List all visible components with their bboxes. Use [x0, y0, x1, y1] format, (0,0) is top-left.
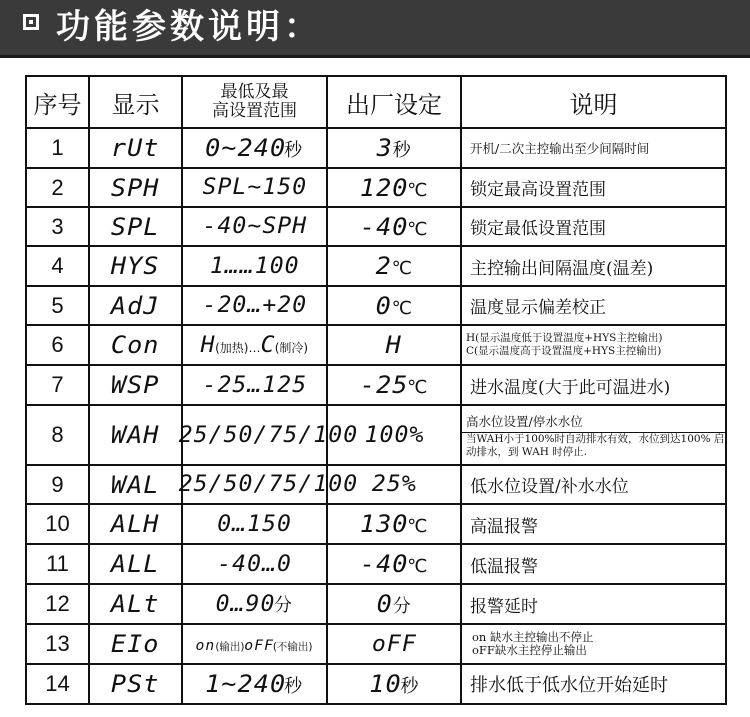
- default-cell: 2℃: [327, 246, 461, 286]
- table-row: [26, 584, 726, 624]
- display-code: Con: [89, 325, 182, 365]
- description-cell: 排水低于低水位开始延时: [461, 664, 726, 704]
- col-header-range-line2: 高设置范围: [212, 101, 297, 121]
- row-number: 12: [26, 584, 89, 624]
- col-header-display: 显示: [89, 76, 182, 128]
- default-cell: -40℃: [327, 207, 461, 246]
- default-cell: 10秒: [327, 664, 461, 704]
- table-row: [26, 286, 726, 325]
- default-cell: 100%: [327, 405, 461, 465]
- description-cell: 开机/二次主控输出至少间隔时间: [461, 128, 726, 168]
- col-header-desc: 说明: [461, 76, 726, 128]
- display-code: rUt: [89, 128, 182, 168]
- range-cell: SPL~150: [182, 168, 327, 207]
- display-code: PSt: [89, 664, 182, 704]
- table-row: [26, 405, 726, 465]
- table-row: [26, 246, 726, 286]
- display-code: SPL: [89, 207, 182, 246]
- row-number: 4: [26, 246, 89, 286]
- display-code: ALt: [89, 584, 182, 624]
- range-cell: 1~240秒: [182, 664, 327, 704]
- default-cell: H: [327, 325, 461, 365]
- range-cell: 25/50/75/100: [182, 405, 327, 465]
- description-cell: 低温报警: [461, 544, 726, 584]
- description-cell: 报警延时: [461, 584, 726, 624]
- table-row: [26, 544, 726, 584]
- description-cell: 进水温度(大于此可温进水): [461, 365, 726, 405]
- row-number: 2: [26, 168, 89, 207]
- display-code: ALH: [89, 504, 182, 544]
- range-cell: on(输出)oFF(不输出): [182, 624, 327, 664]
- default-cell: 120℃: [327, 168, 461, 207]
- row-number: 1: [26, 128, 89, 168]
- default-cell: 0℃: [327, 286, 461, 325]
- square-bullet-icon: [23, 14, 39, 30]
- range-cell: 25/50/75/100: [182, 465, 327, 504]
- table-row: [26, 168, 726, 207]
- row-number: 6: [26, 325, 89, 365]
- display-code: ALL: [89, 544, 182, 584]
- display-code: EIo: [89, 624, 182, 664]
- default-cell: oFF: [327, 624, 461, 664]
- title-bar: [0, 0, 750, 58]
- row-number: 8: [26, 405, 89, 465]
- range-cell: -40…0: [182, 544, 327, 584]
- table-row: [26, 624, 726, 664]
- range-cell: -25…125: [182, 365, 327, 405]
- row-number: 13: [26, 624, 89, 664]
- default-cell: -25℃: [327, 365, 461, 405]
- default-cell: 25%: [327, 465, 461, 504]
- display-code: WAH: [89, 405, 182, 465]
- description-cell: 锁定最低设置范围: [461, 207, 726, 246]
- range-cell: -40~SPH: [182, 207, 327, 246]
- col-header-index: 序号: [26, 76, 89, 128]
- description-cell: on 缺水主控输出不停止 oFF缺水主控停止输出: [461, 624, 726, 664]
- parameter-table: [25, 75, 727, 705]
- description-cell: 主控输出间隔温度(温差): [461, 246, 726, 286]
- row-number: 11: [26, 544, 89, 584]
- display-code: HYS: [89, 246, 182, 286]
- description-cell: 低水位设置/补水水位: [461, 465, 726, 504]
- table-row: [26, 365, 726, 405]
- table-row: [26, 128, 726, 168]
- display-code: WSP: [89, 365, 182, 405]
- table-row: [26, 207, 726, 246]
- display-code: SPH: [89, 168, 182, 207]
- range-cell: H(加热)…C(制冷): [182, 325, 327, 365]
- table-row: [26, 325, 726, 365]
- row-number: 14: [26, 664, 89, 704]
- col-header-default: 出厂设定: [327, 76, 461, 128]
- description-cell: H(显示温度低于设置温度+HYS主控输出) C(显示温度高于设置温度+HYS主控输出): [461, 325, 726, 365]
- col-header-range-line1: 最低及最: [220, 82, 289, 102]
- row-number: 5: [26, 286, 89, 325]
- range-cell: -20…+20: [182, 286, 327, 325]
- table-row: [26, 664, 726, 704]
- description-cell: 高温报警: [461, 504, 726, 544]
- range-cell: 0~240秒: [182, 128, 327, 168]
- range-cell: 1……100: [182, 246, 327, 286]
- display-code: AdJ: [89, 286, 182, 325]
- range-cell: 0…150: [182, 504, 327, 544]
- default-cell: 3秒: [327, 128, 461, 168]
- range-cell: 0…90分: [182, 584, 327, 624]
- row-number: 10: [26, 504, 89, 544]
- default-cell: 0分: [327, 584, 461, 624]
- description-cell: 温度显示偏差校正: [461, 286, 726, 325]
- default-cell: 130℃: [327, 504, 461, 544]
- row-number: 9: [26, 465, 89, 504]
- display-code: WAL: [89, 465, 182, 504]
- table-header-row: [26, 76, 726, 128]
- default-cell: -40℃: [327, 544, 461, 584]
- col-header-range: [182, 76, 327, 128]
- table-row: [26, 465, 726, 504]
- row-number: 7: [26, 365, 89, 405]
- description-cell: 锁定最高设置范围: [461, 168, 726, 207]
- description-cell: 高水位设置/停水水位 当WAH小于100%时自动排水有效，水位到达100% 启动排水，到 WAH 时停止.: [461, 405, 726, 465]
- page-title: 功能参数说明：: [56, 7, 322, 47]
- table-row: [26, 504, 726, 544]
- row-number: 3: [26, 207, 89, 246]
